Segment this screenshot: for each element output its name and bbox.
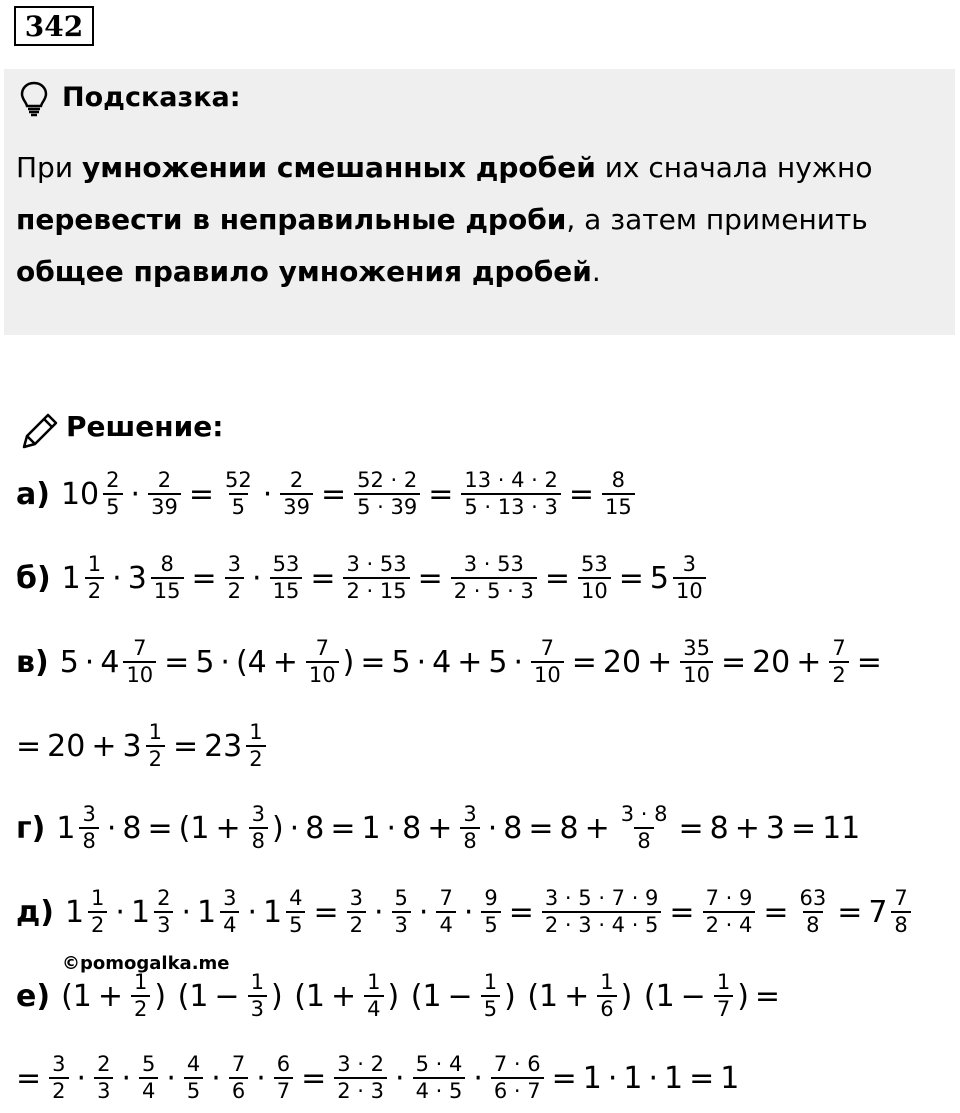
solution-line-v: в) 5 · 4 $\frac{7}{10}$ = 5 · (4 + $\frac{7}{10}$ ) = 5 · 4 + 5 · $\frac{7}{10}$ = 20 + $\frac{35}{10}$ = 20 + $\frac{7}{2}$ = <box>16 636 882 687</box>
item-label-b: б) <box>16 560 51 596</box>
solution-line-e: е) (1 + $\frac{1}{2}$ ) (1 − $\frac{1}{3}$ ) (1 + $\frac{1}{4}$ ) (1 − $\frac{1}{5}$ ) (1 + $\frac{1}{6}$ ) (1 − $\frac{1}{7}$ ) = <box>16 970 781 1021</box>
solution-title: Решение: <box>66 410 224 443</box>
hint-line-3: общее правило умножения дробей. <box>16 255 601 288</box>
item-label-d: д) <box>16 894 54 930</box>
hint-title: Подсказка: <box>62 82 241 113</box>
solution-line-d: д) 1 1 2 · 1 2 3 · 1 3 4 · 1 $\frac{4}{5}$ = $\frac{3}{2}$ · 5 3 · 7 4 · $\frac{9}{5}$ = $\frac{3 \cdot 5 \cdot 7 \cdot 9}{2 \cdot 3 \cdot 4 \cdot 5}$ = $\frac{7 \cdot 9}{2 \cdot 4}$ = $\frac{63}{8}$ = 7 7 8 <box>16 886 914 938</box>
pencil-icon <box>18 411 60 453</box>
watermark: ©pomogalka.me <box>62 953 230 974</box>
hint-text <box>16 142 936 298</box>
item-label-v: в) <box>16 644 49 680</box>
solution-line-b: б) 1 1 2 · 3 $\frac{8}{15}$ = $\frac{3}{2}$ · $\frac{53}{15}$ = $\frac{3 \cdot 53}{2 \cdot 15}$ = $\frac{3 \cdot 53}{2 \cdot 5 \cdot 3}$ = $\frac{53}{10}$ = 5 3 10 <box>16 552 709 604</box>
task-number: 342 <box>14 6 94 46</box>
solution-line-e-cont: = $\frac{3}{2}$ · 2 3 · 5 4 · 4 5 · 7 6 · $\frac{6}{7}$ = $\frac{3 \cdot 2}{2 \cdot 3}$ · 5 · 4 4 · 5 · $\frac{7 \cdot 6}{6 \cdot 7}$ = 1 · 1 · 1 = 1 <box>16 1052 740 1103</box>
solution-line-g: г) 1 3 8 · 8 = (1 + $\frac{3}{8}$ ) · 8 = 1 · 8 + $\frac{3}{8}$ · 8 = 8 + $\frac{3 \cdot 8}{8}$ = 8 + 3 = 11 <box>16 802 861 853</box>
solution-line-v-cont: = 20 + 3 $\frac{1}{2}$ = 23 1 2 <box>16 720 269 772</box>
hint-line-1: При умножении смешанных дробей их сначала нужно <box>16 151 873 184</box>
hint-line-2: перевести в неправильные дроби, а затем применить <box>16 203 868 236</box>
lightbulb-icon <box>18 80 50 118</box>
solution-line-a: а) 10 2 5 · $\frac{2}{39}$ = $\frac{52}{5}$ · $\frac{2}{39}$ = $\frac{52 \cdot 2}{5 \cdot 39}$ = $\frac{13 \cdot 4 \cdot 2}{5 \cdot 13 \cdot 3}$ = $\frac{8}{15}$ <box>16 468 638 520</box>
item-label-e: е) <box>16 978 51 1014</box>
item-label-g: г) <box>16 810 46 846</box>
item-label-a: а) <box>16 476 50 512</box>
